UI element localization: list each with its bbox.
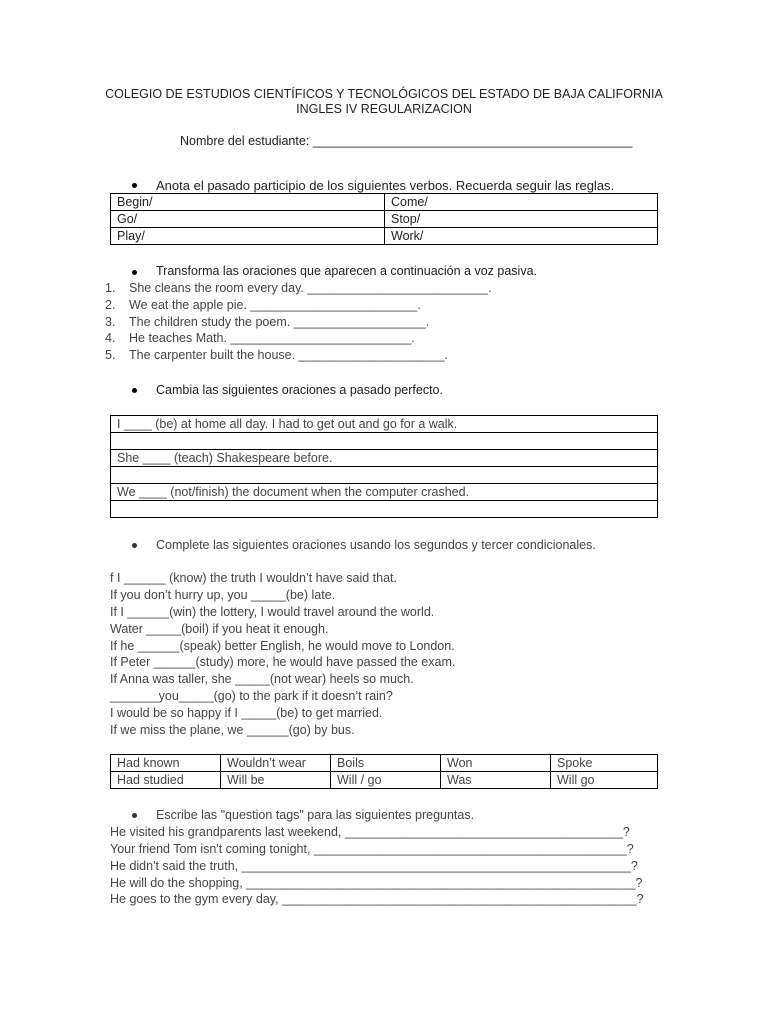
section4-instruction: Complete las siguientes oraciones usando los segundos y tercer condicionales. <box>156 538 596 552</box>
verb-cell[interactable]: Begin/ <box>111 194 385 211</box>
sentence-cell: She ____ (teach) Shakespeare before. <box>111 450 658 467</box>
verb-cell[interactable]: Go/ <box>111 211 385 228</box>
item-number: 3. <box>105 315 116 329</box>
table-row <box>111 194 658 211</box>
list-item[interactable]: He didn't said the truth, ________________________________________________________? <box>110 859 638 873</box>
list-item[interactable]: If we miss the plane, we ______(go) by bus. <box>110 723 355 737</box>
item-text: She cleans the room every day. __________________________. <box>129 281 492 295</box>
list-item[interactable]: If Peter ______(study) more, he would have passed the exam. <box>110 655 456 669</box>
word-bank-cell: Will / go <box>331 772 441 789</box>
list-item[interactable] <box>105 281 492 295</box>
list-item[interactable] <box>105 298 421 312</box>
word-bank-cell: Had known <box>111 755 221 772</box>
bullet-icon <box>132 388 137 393</box>
verb-cell[interactable]: Come/ <box>385 194 658 211</box>
section3-instruction: Cambia las siguientes oraciones a pasado perfecto. <box>156 383 443 397</box>
participle-table <box>110 193 658 245</box>
word-bank-cell: Wouldn’t wear <box>221 755 331 772</box>
table-row <box>111 211 658 228</box>
school-name: COLEGIO DE ESTUDIOS CIENTÍFICOS Y TECNOLÓGICOS DEL ESTADO DE BAJA CALIFORNIA <box>105 87 663 101</box>
item-text: We eat the apple pie. ________________________. <box>129 298 421 312</box>
verb-cell[interactable]: Stop/ <box>385 211 658 228</box>
table-row <box>111 484 658 501</box>
item-number: 4. <box>105 331 116 345</box>
verb-cell[interactable]: Play/ <box>111 228 385 245</box>
table-row <box>111 228 658 245</box>
word-bank-cell: Will go <box>551 772 658 789</box>
list-item[interactable]: f I ______ (know) the truth I wouldn’t have said that. <box>110 571 397 585</box>
section2-instruction: Transforma las oraciones que aparecen a continuación a voz pasiva. <box>156 264 538 278</box>
word-bank-table <box>110 754 658 789</box>
item-number: 2. <box>105 298 116 312</box>
list-item[interactable]: If Anna was taller, she _____(not wear) heels so much. <box>110 672 414 686</box>
table-row <box>111 416 658 433</box>
list-item[interactable]: Your friend Tom isn't coming tonight, _____________________________________________? <box>110 842 634 856</box>
list-item[interactable] <box>105 331 415 345</box>
bullet-icon <box>132 543 137 548</box>
list-item[interactable]: If he ______(speak) better English, he would move to London. <box>110 639 455 653</box>
table-row <box>111 501 658 518</box>
table-row <box>111 433 658 450</box>
list-item[interactable]: He goes to the gym every day, ___________________________________________________? <box>110 892 644 906</box>
item-text: The children study the poem. ___________________. <box>129 315 430 329</box>
item-number: 5. <box>105 348 116 362</box>
list-item[interactable]: I would be so happy if I _____(be) to get married. <box>110 706 383 720</box>
table-row <box>111 450 658 467</box>
item-text: He teaches Math. __________________________. <box>129 331 415 345</box>
answer-cell[interactable] <box>111 433 658 450</box>
word-bank-cell: Spoke <box>551 755 658 772</box>
course-title: INGLES IV REGULARIZACION <box>296 102 472 116</box>
list-item[interactable]: Water _____(boil) if you heat it enough. <box>110 622 329 636</box>
list-item[interactable] <box>105 315 429 329</box>
answer-cell[interactable] <box>111 467 658 484</box>
bullet-icon <box>132 183 137 188</box>
table-row <box>111 772 658 789</box>
sentence-cell: I ____ (be) at home all day. I had to get out and go for a walk. <box>111 416 658 433</box>
word-bank-cell: Won <box>441 755 551 772</box>
word-bank-cell: Boils <box>331 755 441 772</box>
sentence-cell: We ____ (not/finish) the document when the computer crashed. <box>111 484 658 501</box>
list-item[interactable] <box>105 348 448 362</box>
list-item[interactable]: He visited his grandparents last weekend, ________________________________________? <box>110 825 630 839</box>
table-row <box>111 467 658 484</box>
list-item[interactable]: If you don’t hurry up, you _____(be) late. <box>110 588 336 602</box>
answer-cell[interactable] <box>111 501 658 518</box>
verb-cell[interactable]: Work/ <box>385 228 658 245</box>
word-bank-cell: Had studied <box>111 772 221 789</box>
list-item[interactable]: _______you_____(go) to the park if it doesn’t rain? <box>110 689 393 703</box>
word-bank-cell: Was <box>441 772 551 789</box>
bullet-icon <box>132 813 137 818</box>
section5-instruction: Escribe las "question tags" para las siguientes preguntas. <box>156 808 475 822</box>
past-perfect-table <box>110 415 658 518</box>
student-name-field[interactable]: Nombre del estudiante: ______________________________________________ <box>180 134 633 148</box>
section1-instruction: Anota el pasado participio de los siguientes verbos. Recuerda seguir las reglas. <box>156 178 615 193</box>
item-number: 1. <box>105 281 116 295</box>
word-bank-cell: Will be <box>221 772 331 789</box>
table-row <box>111 755 658 772</box>
bullet-icon <box>132 270 137 275</box>
list-item[interactable]: He will do the shopping, ________________________________________________________? <box>110 876 643 890</box>
item-text: The carpenter built the house. _____________________. <box>129 348 449 362</box>
list-item[interactable]: If I ______(win) the lottery, I would travel around the world. <box>110 605 435 619</box>
